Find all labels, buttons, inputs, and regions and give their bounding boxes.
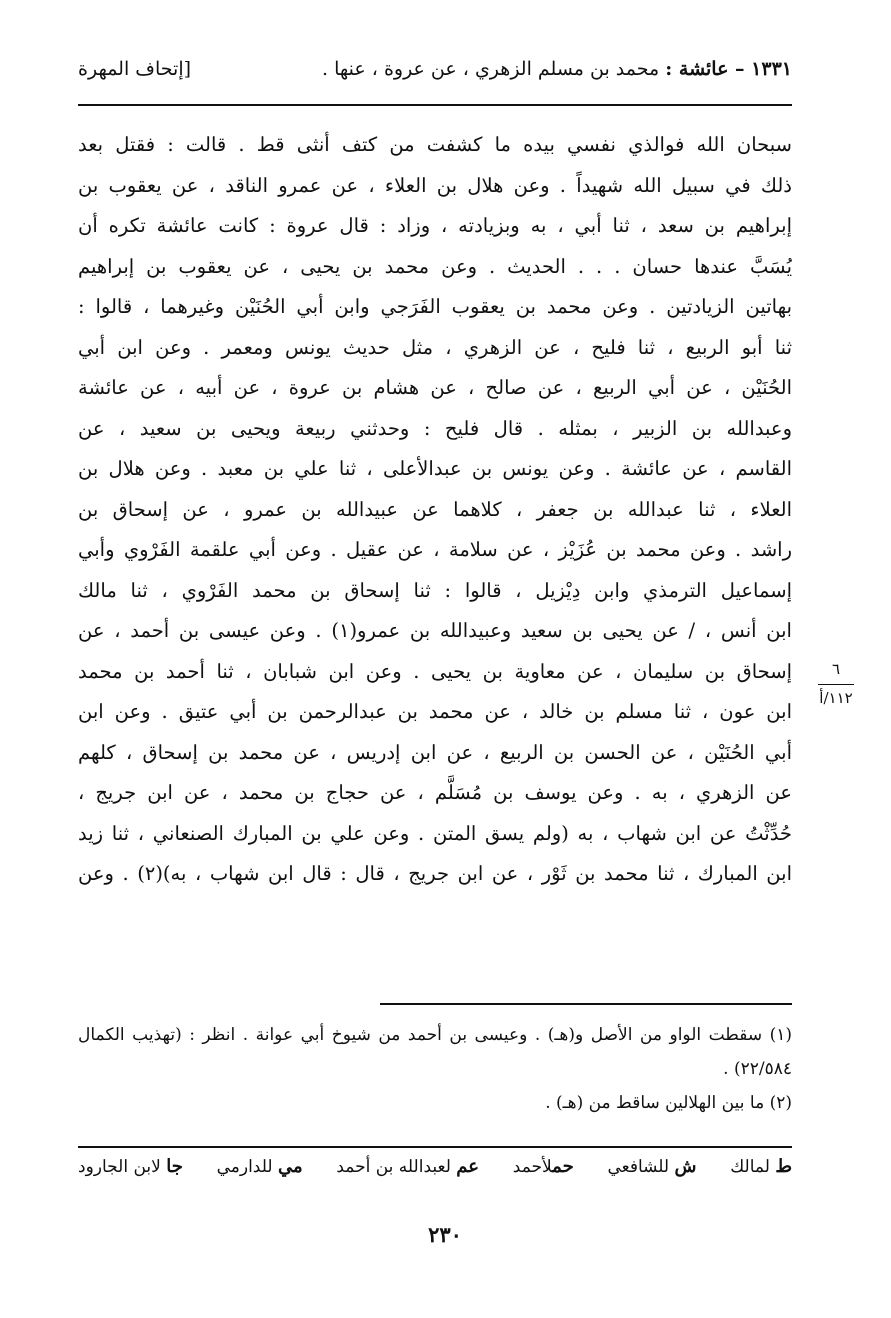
siglum-ibn-jarud: جا لابن الجارود: [78, 1156, 183, 1177]
folio-volume: ٦: [831, 660, 841, 678]
sigla-rule: [78, 1146, 792, 1148]
text-line: ابن عون ، ثنا مسلم بن خالد ، عن محمد بن عبدالرحمن بن أبي عتيق . وعن ابن: [78, 700, 792, 723]
text-line: بهاتين الزيادتين . وعن محمد بن يعقوب الفَرَجي وابن أبي الحُنَيْن وغيرهما ، قالوا :: [78, 295, 792, 318]
text-line: العلاء ، ثنا عبدالله بن جعفر ، كلاهما عن عبيدالله بن عمرو ، عن إسحاق بن: [78, 497, 792, 521]
text-line: راشد . وعن محمد بن عُزَيْز ، عن سلامة ، عن عقيل . وعن أبي علقمة الفَرْوي وأبي: [78, 538, 792, 561]
siglum-shafii: ش للشافعي: [607, 1156, 697, 1177]
running-title-number: ١٣٣١ – عائشة :: [665, 58, 792, 80]
footnote-rule: [380, 1003, 792, 1005]
siglum-malik: ط لمالك: [730, 1156, 792, 1177]
text-line: القاسم ، عن عائشة . وعن يونس بن عبدالأعلى ، ثنا علي بن معبد . وعن هلال بن: [78, 457, 792, 480]
running-title: [322, 58, 792, 80]
siglum-ahmad: حملأحمد: [512, 1156, 574, 1177]
text-line: حُدِّثْتُ عن ابن شهاب ، به (ولم يسق المتن . وعن علي بن المبارك الصنعاني ، ثنا زيد: [78, 821, 792, 845]
footnote-1: (١) سقطت الواو من الأصل و(هـ) . وعيسى بن أحمد من شيوخ أبي عوانة . انظر : (تهذيب الكمال ٢٢/٥٨٤) .: [78, 1025, 792, 1079]
text-line: إسحاق بن سليمان ، عن معاوية بن يحيى . وعن ابن شبابان ، ثنا أحمد بن محمد: [78, 659, 792, 683]
text-line: إبراهيم بن سعد ، ثنا أبي ، به وبزيادته ، وزاد : قال عروة : كانت عائشة تكره أن: [78, 214, 792, 237]
text-line: ابن المبارك ، ثنا محمد بن ثَوْر ، عن ابن جريج ، قال : قال ابن شهاب ، به)(٢) . وعن: [78, 862, 792, 885]
text-line: ذلك في سبيل الله شهيداً . وعن هلال بن العلاء ، عن عمرو الناقد ، عن يعقوب بن: [78, 173, 792, 197]
manuscript-folio-note: [814, 660, 858, 707]
folio-divider: [818, 684, 854, 685]
text-line: عن الزهري ، به . وعن يوسف بن مُسَلَّم ، عن حجاج بن محمد ، عن ابن جريج ،: [78, 781, 792, 804]
page-number: ٢٣٠: [428, 1222, 462, 1247]
folio-leaf: ١١٢/أ: [819, 689, 853, 707]
text-line: أبي الحُنَيْن ، عن الحسن بن الربيع ، عن ابن إدريس ، عن محمد بن إسحاق ، كلهم: [78, 740, 792, 764]
text-line: ثنا أبو الربيع ، ثنا فليح ، عن الزهري ، مثل حديث يونس ومعمر . وعن ابن أبي: [78, 335, 792, 359]
running-header: [78, 58, 792, 92]
text-line: ابن أنس ، / عن يحيى بن سعيد وعبيدالله بن عمرو(١) . وعن عيسى بن أحمد ، عن: [78, 619, 792, 642]
siglum-abdullah: عم لعبدالله بن أحمد: [336, 1156, 480, 1177]
text-line: وعبدالله بن الزبير ، بمثله . قال فليح : وحدثني ربيعة ويحيى بن سعيد ، عن: [78, 416, 792, 440]
siglum-darimi: مي للدارمي: [216, 1156, 303, 1177]
main-text: [78, 125, 792, 895]
text-line: يُسَبَّ عندها حسان . . . الحديث . وعن محمد بن يحيى ، عن يعقوب بن إبراهيم: [78, 254, 792, 278]
header-rule: [78, 104, 792, 106]
text-line: سبحان الله فوالذي نفسي بيده ما كشفت من كتف أنثى قط . قالت : فقتل بعد: [78, 133, 792, 156]
book-title: [إتحاف المهرة: [78, 58, 192, 80]
text-line: الحُنَيْن ، عن أبي الربيع ، عن صالح ، عن هشام بن عروة ، عن أبيه ، عن عائشة: [78, 376, 792, 399]
footnotes: [78, 1018, 792, 1120]
text-line: إسماعيل الترمذي وابن دِيْزيل ، قالوا : ثنا إسحاق بن محمد الفَرْوي ، ثنا مالك: [78, 578, 792, 602]
sigla-legend: [78, 1156, 792, 1186]
running-title-text: محمد بن مسلم الزهري ، عن عروة ، عنها .: [322, 58, 666, 80]
footnote-2: (٢) ما بين الهلالين ساقط من (هـ) .: [545, 1093, 792, 1113]
